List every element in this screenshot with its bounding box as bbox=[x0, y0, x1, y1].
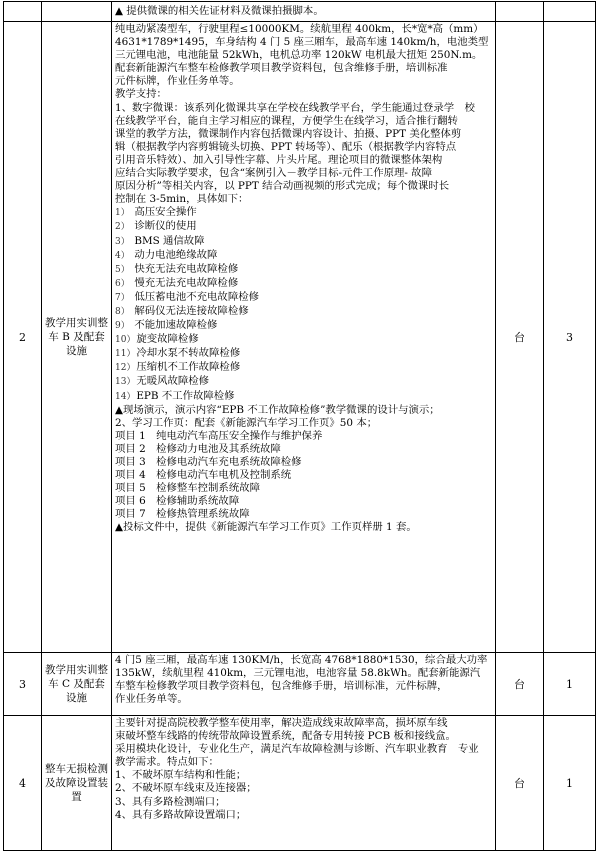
spec-line: 配套新能源汽车整车检修教学项目教学资料包，包含维修手册，培训标准 bbox=[115, 62, 448, 75]
spec-cell bbox=[112, 716, 496, 851]
unit-cell: 台 bbox=[496, 653, 544, 716]
item-text: 解码仪无法连接故障检修 bbox=[134, 304, 249, 317]
item-text: BMS 通信故障 bbox=[134, 234, 205, 247]
equipment-spec-table bbox=[3, 1, 596, 851]
table-row bbox=[4, 2, 596, 22]
item-text: 动力电池绝缘故障 bbox=[134, 248, 218, 261]
spec-line: 引用音乐特效）、加入引导性字幕、片头片尾。理论项目的微课整体架构 bbox=[115, 153, 443, 166]
project-item bbox=[115, 456, 492, 469]
project-item bbox=[115, 469, 492, 482]
microlesson-item bbox=[115, 319, 492, 333]
spec-line: ▲投标文件中，提供《新能源汽车学习工作页》工作页样册 1 套。 bbox=[115, 521, 417, 534]
item-text: 慢充无法充电故障检修 bbox=[134, 276, 239, 289]
quantity-cell: 3 bbox=[544, 22, 596, 653]
spec-line: 原因分析”等相关内容，以 PPT 结合动画视频的形式完成；每个微课时长 bbox=[115, 180, 450, 193]
row-index-cell: 2 bbox=[4, 22, 42, 653]
project-text: 纯电动汽车高压安全操作与维护保养 bbox=[156, 429, 323, 442]
item-number: 9） bbox=[115, 321, 130, 332]
spec-line: 3、具有多路检测端口； bbox=[115, 795, 226, 808]
quantity-cell: 1 bbox=[544, 716, 596, 851]
table-row bbox=[4, 22, 596, 653]
spec-line: ▲现场演示，演示内容“EPB 不工作故障检修”教学微课的设计与演示； bbox=[115, 403, 440, 416]
item-text: 冷却水泵不转故障检修 bbox=[136, 347, 241, 360]
project-item bbox=[115, 495, 492, 508]
spec-line: 课堂的教学方法，微课制作内容包括微课内容设计、拍摄、PPT 美化整体剪 bbox=[115, 127, 462, 140]
spec-cell bbox=[112, 2, 496, 22]
spec-line: 束破坏整车线路的传统带故障设置系统，配备专用转接 PCB 板和接线盒。 bbox=[115, 730, 456, 743]
spec-line: 教学需求。特点如下： bbox=[115, 756, 219, 769]
item-number: 8） bbox=[115, 306, 130, 317]
microlesson-item bbox=[115, 305, 492, 319]
microlesson-item bbox=[115, 277, 492, 291]
microlesson-item bbox=[115, 263, 492, 277]
spec-line: 辑（根据教学内容剪辑镜头切换、PPT 转场等）、配乐（根据教学内容特点 bbox=[115, 140, 457, 153]
project-text: 检修整车控制系统故障 bbox=[156, 482, 260, 495]
item-number: 10） bbox=[115, 335, 136, 346]
project-text: 检修电动汽车电机及控制系统 bbox=[156, 469, 292, 482]
item-text: 旋变故障检修 bbox=[136, 333, 199, 346]
unit-cell bbox=[496, 2, 544, 22]
item-number: 12） bbox=[115, 363, 136, 374]
item-number: 2） bbox=[115, 222, 130, 233]
row-index-cell: 4 bbox=[4, 716, 42, 851]
quantity-cell: 1 bbox=[544, 653, 596, 716]
project-number: 项目 2 bbox=[115, 442, 146, 455]
unit-cell: 台 bbox=[496, 22, 544, 653]
spec-line: 车整车检修教学项目教学资料包，包含维修手册，培训标准，元件标牌， bbox=[115, 680, 448, 693]
spec-line: 作业任务单等。 bbox=[115, 693, 188, 706]
item-name-cell bbox=[42, 2, 112, 22]
spec-line: 135kW，续航里程 410km，三元锂电池，电池容量 58.8kWh。配套新能源汽 bbox=[115, 667, 481, 680]
table-row bbox=[4, 653, 596, 716]
project-number: 项目 6 bbox=[115, 495, 146, 508]
spec-line: 教学支持： bbox=[115, 88, 167, 101]
spec-line: 4、具有多路故障设置端口； bbox=[115, 808, 247, 821]
project-text: 检修热管理系统故障 bbox=[156, 508, 250, 521]
item-number: 5） bbox=[115, 264, 130, 275]
item-text: 低压蓄电池不充电故障检修 bbox=[134, 290, 259, 303]
microlesson-item bbox=[115, 220, 492, 234]
microlesson-item bbox=[115, 291, 492, 305]
quantity-cell bbox=[544, 2, 596, 22]
item-number: 13） bbox=[115, 377, 136, 388]
project-text: 检修辅助系统故障 bbox=[156, 495, 240, 508]
spec-line: 1、数字微课：该系列化微课共享在学校在线教学平台，学生能通过登录学 校 bbox=[115, 101, 475, 114]
spec-line: 元件标牌，作业任务单等。 bbox=[115, 75, 240, 88]
project-number: 项目 4 bbox=[115, 469, 146, 482]
spec-line: 纯电动紧凑型车，行驶里程≤10000KM。续航里程 400km，长*宽*高（mm） bbox=[115, 23, 484, 35]
project-number: 项目 1 bbox=[115, 429, 146, 442]
item-name-cell: 教学用实训整车 B 及配套设施 bbox=[42, 22, 112, 653]
project-item bbox=[115, 443, 492, 456]
item-number: 7） bbox=[115, 292, 130, 303]
microlesson-item bbox=[115, 206, 492, 220]
table-row bbox=[4, 716, 596, 851]
spec-cell bbox=[112, 653, 496, 716]
item-number: 11） bbox=[115, 349, 136, 360]
microlesson-item bbox=[115, 375, 492, 389]
project-item bbox=[115, 508, 492, 521]
item-number: 3） bbox=[115, 236, 130, 247]
spec-line: 1、不破坏原车结构和性能； bbox=[115, 769, 247, 782]
item-text: EPB 不工作故障检修 bbox=[136, 389, 235, 402]
project-number: 项目 7 bbox=[115, 508, 146, 521]
microlesson-item bbox=[115, 361, 492, 375]
item-number: 4） bbox=[115, 250, 130, 261]
project-text: 检修动力电池及其系统故障 bbox=[156, 442, 281, 455]
spec-line: 三元锂电池，电池能量 52kWh，电机总功率 120kW 电机最大扭矩 250N.m。 bbox=[115, 49, 483, 62]
item-text: 高压安全操作 bbox=[134, 206, 197, 219]
spec-line: 2、不破坏原车线束及连接器； bbox=[115, 782, 257, 795]
microlesson-item bbox=[115, 390, 492, 404]
row-index-cell bbox=[4, 2, 42, 22]
spec-line: 采用模块化设计，专业化生产，满足汽车故障检测与诊断、汽车职业教育 专业 bbox=[115, 743, 479, 756]
item-number: 1） bbox=[115, 208, 130, 219]
spec-line: 控制在 3-5min，具体如下： bbox=[115, 193, 249, 206]
item-text: 诊断仪的使用 bbox=[134, 220, 197, 233]
microlesson-item bbox=[115, 235, 492, 249]
microlesson-item bbox=[115, 249, 492, 263]
project-number: 项目 5 bbox=[115, 482, 146, 495]
item-text: 不能加速故障检修 bbox=[134, 319, 218, 332]
project-item bbox=[115, 482, 492, 495]
spec-cell bbox=[112, 22, 496, 653]
row-index-cell: 3 bbox=[4, 653, 42, 716]
spec-line: 主要针对提高院校教学整车使用率，解决造成线束故障率高，损坏原车线 bbox=[115, 717, 448, 729]
microlesson-item bbox=[115, 347, 492, 361]
spec-line: 4631*1789*1495，车身结构 4 门 5 座三厢车，最高车速 140km/h，电池类型 bbox=[115, 36, 489, 49]
project-number: 项目 3 bbox=[115, 456, 146, 468]
spec-line: 2、学习工作页：配套《新能源汽车学习工作页》50 本； bbox=[115, 416, 378, 429]
item-text: 快充无法充电故障检修 bbox=[134, 262, 239, 275]
microlesson-item bbox=[115, 333, 492, 347]
spec-line: 应结合实际教学要求，包含“案例引入－教学目标-元件工作原理- 故障 bbox=[115, 167, 432, 180]
item-text: 压缩机不工作故障检修 bbox=[136, 361, 241, 374]
spec-line: 4 门5 座三厢，最高车速 130KM/h，长宽高 4768*1880*1530，综合最大功率 bbox=[115, 654, 488, 666]
item-number: 14） bbox=[115, 391, 136, 402]
item-text: 无暖风故障检修 bbox=[136, 375, 210, 388]
spec-line: ▲ 提供微课的相关佐证材料及微课拍摄脚本。 bbox=[115, 4, 324, 17]
project-item bbox=[115, 430, 492, 443]
item-name-cell: 整车无损检测及故障设置装置 bbox=[42, 716, 112, 851]
item-name-cell: 教学用实训整车 C 及配套设施 bbox=[42, 653, 112, 716]
spec-line: 在线教学平台，能自主学习相应的课程，方便学生在线学习，适合推行翻转 bbox=[115, 114, 458, 127]
unit-cell: 台 bbox=[496, 716, 544, 851]
item-number: 6） bbox=[115, 278, 130, 289]
project-text: 检修电动汽车充电系统故障检修 bbox=[156, 456, 302, 468]
